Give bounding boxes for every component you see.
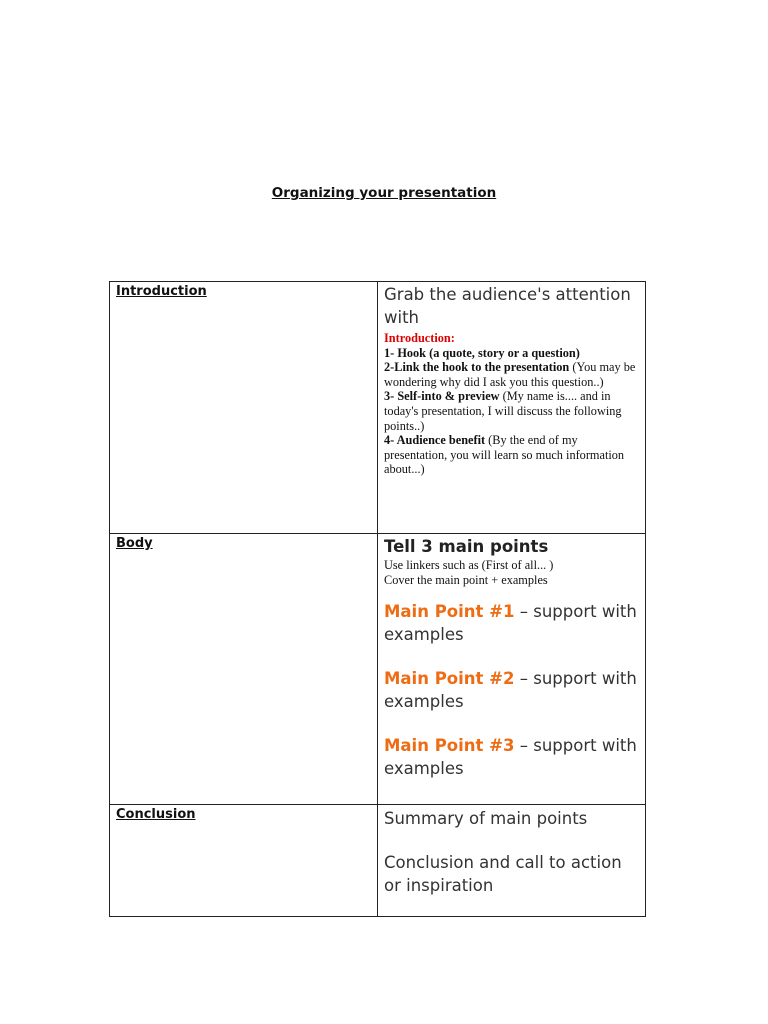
introduction-steps xyxy=(384,331,639,477)
introduction-heading: Introduction: xyxy=(384,331,455,345)
main-point-3: Main Point #3 – support with examples xyxy=(384,736,637,779)
introduction-label: Introduction xyxy=(116,284,207,299)
introduction-step-3: 3- Self-into & preview (My name is.... and in today's presentation, I will discuss the following points..) xyxy=(384,389,622,433)
body-note-1: Use linkers such as (First of all... ) xyxy=(384,558,554,572)
table-row-introduction xyxy=(110,282,646,534)
body-content-cell xyxy=(378,534,646,805)
body-note-2: Cover the main point + examples xyxy=(384,572,548,587)
introduction-step-1: 1- Hook (a quote, story or a question) xyxy=(384,345,580,360)
introduction-step-2: 2-Link the hook to the presentation (You may be wondering why did I ask you this question..) xyxy=(384,360,636,389)
conclusion-label: Conclusion xyxy=(116,807,196,822)
body-notes xyxy=(384,558,639,587)
introduction-content-cell xyxy=(378,282,646,534)
body-lead: Tell 3 main points xyxy=(384,537,549,556)
body-label: Body xyxy=(116,536,153,551)
introduction-label-cell xyxy=(110,282,378,534)
body-label-cell xyxy=(110,534,378,805)
main-point-1: Main Point #1 – support with examples xyxy=(384,602,637,645)
conclusion-label-cell xyxy=(110,805,378,917)
main-point-2: Main Point #2 – support with examples xyxy=(384,669,637,712)
conclusion-summary: Summary of main points xyxy=(384,809,588,828)
conclusion-call-to-action: Conclusion and call to action or inspiration xyxy=(384,853,622,895)
introduction-step-4: 4- Audience benefit (By the end of my presentation, you will learn so much information about...) xyxy=(384,433,625,477)
table-row-body xyxy=(110,534,646,805)
presentation-outline-table xyxy=(109,281,646,917)
table-row-conclusion xyxy=(110,805,646,917)
document-title: Organizing your presentation xyxy=(271,185,497,201)
conclusion-content-cell xyxy=(378,805,646,917)
introduction-lead: Grab the audience's attention with xyxy=(384,285,631,327)
